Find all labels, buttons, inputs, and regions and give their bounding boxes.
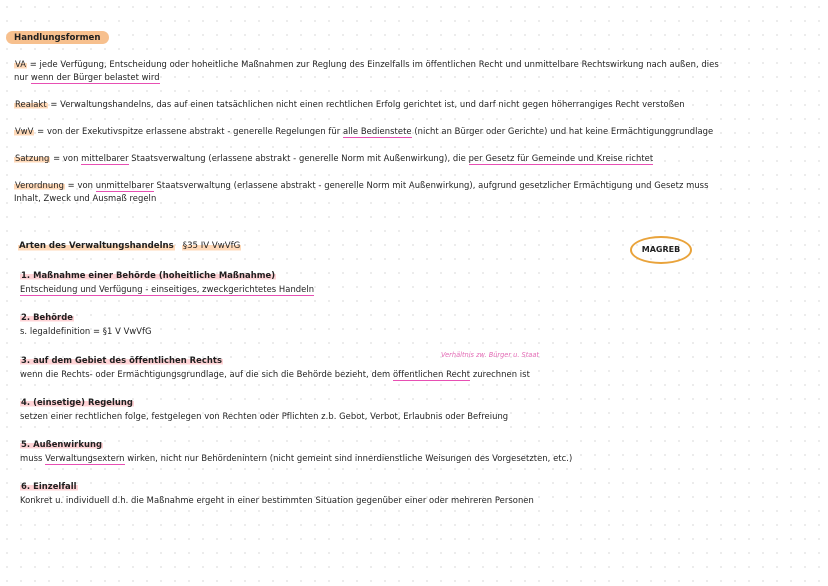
item-number: 5. — [21, 439, 31, 449]
definition-realakt — [14, 98, 685, 110]
definition-vwv — [14, 125, 713, 137]
section-reference: §35 IV VwVfG — [182, 241, 241, 251]
item-2-desc: s. legaldefinition = §1 V VwVfG — [20, 326, 152, 336]
definition-verordnung-line2: Inhalt, Zweck und Ausmaß regeln — [14, 193, 157, 203]
item-title: Einzelfall — [30, 481, 77, 491]
heading-handlungsformen: Handlungsformen — [6, 31, 109, 44]
item-4-title — [20, 396, 134, 408]
item-desc-text: wenn die Rechts- oder Ermächtigungsgrundlage, auf die sich die Behörde bezieht, dem — [20, 369, 393, 379]
item-desc-text: zurechnen ist — [470, 369, 530, 379]
item-title: (einsetige) Regelung — [30, 397, 133, 407]
definition-text: nur — [14, 72, 31, 82]
underlined-text: unmittelbarer — [95, 180, 154, 190]
definition-text: = von — [64, 180, 96, 190]
item-3-desc — [20, 368, 530, 380]
item-title: Außenwirkung — [30, 439, 103, 449]
definition-text: = Verwaltungshandelns, das auf einen tatsächlichen nicht einen rechtlichen Erfolg gerichtet ist, und darf nicht gegen höherrangiges Recht verstoßen — [47, 99, 685, 109]
term-satzung: Satzung — [15, 153, 50, 163]
underlined-text: wenn der Bürger belastet wird — [30, 72, 160, 82]
item-title: Behörde — [30, 312, 74, 322]
term-realakt: Realakt — [15, 99, 47, 109]
item-3-title — [20, 354, 223, 366]
term-va: VA — [15, 59, 27, 69]
item-4-desc: setzen einer rechtlichen folge, festgelegen von Rechten oder Pflichten z.b. Gebot, Verbot, Erlaubnis oder Befreiung — [20, 411, 509, 421]
item-desc-text: muss — [20, 453, 46, 463]
definition-text: Staatsverwaltung (erlassene abstrakt - generelle Norm mit Außenwirkung), die — [128, 153, 469, 163]
item-number: 6. — [21, 481, 31, 491]
item-1-title — [20, 269, 276, 281]
item-2-title — [20, 311, 74, 323]
definition-va-line2 — [14, 71, 160, 83]
underlined-text: per Gesetz für Gemeinde und Kreise richtet — [468, 153, 654, 163]
underlined-text: mittelbarer — [81, 153, 129, 163]
item-number: 4. — [21, 397, 31, 407]
item-5-title — [20, 438, 103, 450]
definition-text: = von — [50, 153, 82, 163]
underlined-text: Entscheidung und Verfügung - einseitiges, zweckgerichtetes Handeln — [20, 284, 315, 294]
handwritten-margin-note: Verhältnis zw. Bürger u. Staat — [441, 351, 539, 359]
item-number: 2. — [21, 312, 31, 322]
definition-satzung — [14, 152, 653, 164]
item-6-title — [20, 480, 78, 492]
definition-verordnung — [14, 179, 709, 191]
definition-text: = von der Exekutivspitze erlassene abstrakt - generelle Regelungen für — [34, 126, 343, 136]
underlined-text: alle Bedienstete — [342, 126, 412, 136]
underlined-text: öffentlichen Recht — [392, 369, 471, 379]
item-number: 1. — [21, 270, 31, 280]
magreb-circle-badge: MAGREB — [630, 236, 692, 264]
item-5-desc — [20, 452, 572, 464]
item-title: Maßnahme einer Behörde (hoheitliche Maßnahme) — [30, 270, 276, 280]
definition-va — [14, 58, 719, 70]
item-1-desc — [20, 283, 314, 295]
section-heading-arten — [18, 240, 241, 252]
item-number: 3. — [21, 355, 31, 365]
definition-text: (nicht an Bürger oder Gerichte) und hat keine Ermächtigunggrundlage — [411, 126, 714, 136]
item-desc-text: wirken, nicht nur Behördenintern (nicht gemeint sind innerdienstliche Weisungen des Vorgesetzten, etc.) — [124, 453, 573, 463]
definition-text: Staatsverwaltung (erlassene abstrakt - generelle Norm mit Außenwirkung), aufgrund gesetzlicher Ermächtigung und Gesetz muss — [153, 180, 709, 190]
section-title: Arten des Verwaltungshandelns — [19, 241, 174, 251]
underlined-text: Verwaltungsextern — [45, 453, 125, 463]
item-title: auf dem Gebiet des öffentlichen Rechts — [30, 355, 223, 365]
term-verordnung: Verordnung — [15, 180, 64, 190]
definition-text: = jede Verfügung, Entscheidung oder hoheitliche Maßnahmen zur Reglung des Einzelfalls im öffentlichen Recht und unmittelbare Rechtswirkung nach außen, dies — [27, 59, 719, 69]
term-vwv: VwV — [15, 126, 34, 136]
item-6-desc: Konkret u. individuell d.h. die Maßnahme ergeht in einer bestimmten Situation gegenüber einer oder mehreren Personen — [20, 495, 534, 505]
